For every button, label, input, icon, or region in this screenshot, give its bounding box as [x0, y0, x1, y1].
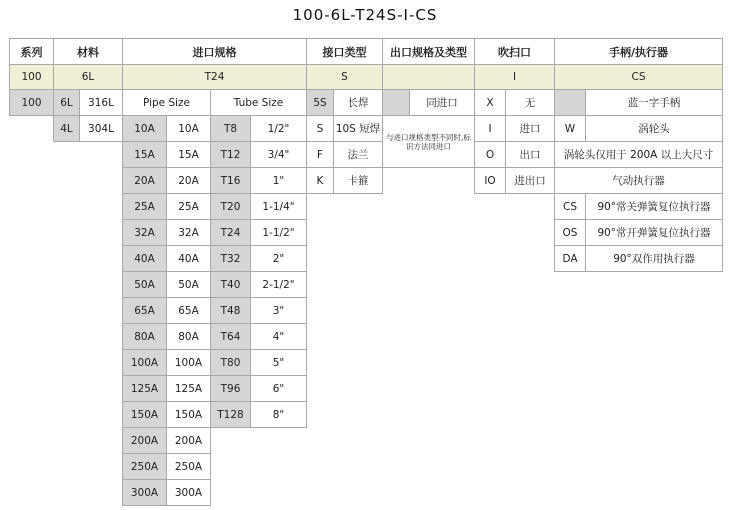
pipe-size-code: 200A [122, 427, 167, 454]
pipe-size-code: 25A [122, 193, 167, 220]
purge-code: X [474, 89, 506, 116]
pipe-size-value: 40A [166, 245, 211, 272]
pipe-size-value: 65A [166, 297, 211, 324]
tube-size-value: 2-1/2" [250, 271, 307, 298]
tube-size-code: T128 [210, 401, 251, 428]
connection-name: 法兰 [333, 141, 383, 168]
pipe-size-label: Pipe Size [122, 89, 211, 116]
tube-size-code: T8 [210, 115, 251, 142]
pipe-size-code: 32A [122, 219, 167, 246]
tube-size-value: 8" [250, 401, 307, 428]
handle-code: W [554, 115, 586, 142]
tube-size-code: T12 [210, 141, 251, 168]
handle-code: DA [554, 245, 586, 272]
tube-size-code: T24 [210, 219, 251, 246]
pipe-size-code: 40A [122, 245, 167, 272]
handle-name: 涡轮头仅用于 200A 以上大尺寸 [554, 141, 723, 168]
pipe-size-value: 150A [166, 401, 211, 428]
header-material: 材料 [53, 38, 123, 65]
pipe-size-code: 50A [122, 271, 167, 298]
tube-size-value: 5" [250, 349, 307, 376]
handle-name: 蓝一字手柄 [585, 89, 723, 116]
handle-name: 90°常开弹簧复位执行器 [585, 219, 723, 246]
connection-code: K [306, 167, 334, 194]
purge-code: O [474, 141, 506, 168]
pipe-size-value: 50A [166, 271, 211, 298]
tube-size-code: T48 [210, 297, 251, 324]
purge-name: 无 [505, 89, 555, 116]
handle-code: CS [554, 193, 586, 220]
material-code: 4L [53, 115, 80, 142]
tube-size-code: T16 [210, 167, 251, 194]
pipe-size-value: 80A [166, 323, 211, 350]
example-outlet-spec [382, 64, 475, 90]
example-handle: CS [554, 64, 723, 90]
handle-name: 涡轮头 [585, 115, 723, 142]
tube-size-code: T64 [210, 323, 251, 350]
tube-size-value: 1" [250, 167, 307, 194]
header-series: 系列 [9, 38, 54, 65]
page-title: 100-6L-T24S-I-CS [292, 6, 438, 24]
pipe-size-value: 10A [166, 115, 211, 142]
pipe-size-value: 300A [166, 479, 211, 506]
tube-size-code: T40 [210, 271, 251, 298]
handle-name: 90°常关弹簧复位执行器 [585, 193, 723, 220]
tube-size-label: Tube Size [210, 89, 307, 116]
header-inlet-spec: 进口规格 [122, 38, 307, 65]
pipe-size-code: 80A [122, 323, 167, 350]
handle-code [554, 89, 586, 116]
connection-code: F [306, 141, 334, 168]
tube-size-code: T20 [210, 193, 251, 220]
pipe-size-code: 125A [122, 375, 167, 402]
example-inlet-spec: T24 [122, 64, 307, 90]
connection-name: 长焊 [333, 89, 383, 116]
pipe-size-value: 32A [166, 219, 211, 246]
purge-name: 进出口 [505, 167, 555, 194]
tube-size-value: 6" [250, 375, 307, 402]
outlet-note: 与进口规格类型不同时,标识方法同进口 [382, 115, 475, 168]
pipe-size-code: 100A [122, 349, 167, 376]
example-inlet-type: S [306, 64, 383, 90]
pipe-size-value: 20A [166, 167, 211, 194]
tube-size-code: T96 [210, 375, 251, 402]
connection-code: 5S [306, 89, 334, 116]
connection-name: 10S 短焊 [333, 115, 383, 142]
tube-size-value: 1/2" [250, 115, 307, 142]
tube-size-value: 4" [250, 323, 307, 350]
pipe-size-code: 15A [122, 141, 167, 168]
example-series: 100 [9, 64, 54, 90]
connection-code: S [306, 115, 334, 142]
material-name: 304L [79, 115, 123, 142]
pipe-size-code: 250A [122, 453, 167, 480]
outlet-same-as-inlet: 同进口 [409, 89, 475, 116]
series-code: 100 [9, 89, 54, 116]
tube-size-value: 3/4" [250, 141, 307, 168]
header-purge: 吹扫口 [474, 38, 555, 65]
handle-name: 90°双作用执行器 [585, 245, 723, 272]
material-name: 316L [79, 89, 123, 116]
header-inlet-type: 接口类型 [306, 38, 383, 65]
pipe-size-value: 125A [166, 375, 211, 402]
pipe-size-value: 25A [166, 193, 211, 220]
tube-size-value: 1-1/2" [250, 219, 307, 246]
header-handle: 手柄/执行器 [554, 38, 723, 65]
purge-code: I [474, 115, 506, 142]
connection-name: 卡箍 [333, 167, 383, 194]
header-outlet-spec: 出口规格及类型 [382, 38, 475, 65]
purge-name: 出口 [505, 141, 555, 168]
outlet-code [382, 89, 410, 116]
example-material: 6L [53, 64, 123, 90]
tube-size-value: 3" [250, 297, 307, 324]
material-code: 6L [53, 89, 80, 116]
handle-name: 气动执行器 [554, 167, 723, 194]
tube-size-value: 1-1/4" [250, 193, 307, 220]
tube-size-value: 2" [250, 245, 307, 272]
pipe-size-value: 200A [166, 427, 211, 454]
tube-size-code: T32 [210, 245, 251, 272]
pipe-size-code: 20A [122, 167, 167, 194]
purge-name: 进口 [505, 115, 555, 142]
purge-code: IO [474, 167, 506, 194]
pipe-size-code: 10A [122, 115, 167, 142]
pipe-size-code: 150A [122, 401, 167, 428]
handle-code: OS [554, 219, 586, 246]
pipe-size-value: 15A [166, 141, 211, 168]
pipe-size-code: 300A [122, 479, 167, 506]
example-purge: I [474, 64, 555, 90]
pipe-size-code: 65A [122, 297, 167, 324]
pipe-size-value: 100A [166, 349, 211, 376]
pipe-size-value: 250A [166, 453, 211, 480]
tube-size-code: T80 [210, 349, 251, 376]
